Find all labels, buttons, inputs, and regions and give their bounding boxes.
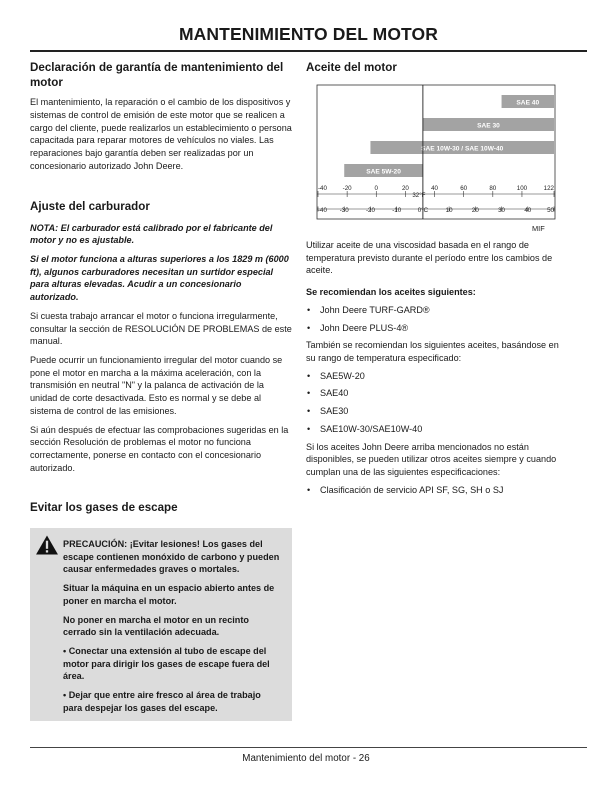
carburetor-note-1: NOTA: El carburador está calibrado por el fabricante del motor y no es ajustable. <box>30 222 273 246</box>
warning-item-4: • Dejar que entre aire fresco al área de trabajo para despejar los gases del escape. <box>63 690 261 713</box>
warning-item-3: • Conectar una extensión al tubo de escape del motor para dirigir los gases de escape fuera del área. <box>63 646 270 682</box>
chart-id-label: MIF <box>532 224 545 233</box>
celsius-tick-label: -40 <box>318 207 327 214</box>
fahrenheit-tick-label: 122 <box>543 185 554 192</box>
oil-recommended-heading: Se recomiendan los aceites siguientes: <box>306 287 476 298</box>
viscosity-bar-label: SAE 30 <box>477 122 500 130</box>
recommended-list <box>306 304 568 334</box>
left-column <box>30 60 292 516</box>
fahrenheit-tick-label: 20 <box>401 185 409 192</box>
celsius-tick-label: 10 <box>445 207 453 214</box>
celsius-tick-label: 20 <box>471 207 479 214</box>
list-item: • SAE40 <box>306 387 568 400</box>
carburetor-paragraph-3: Si aún después de efectuar las comprobaciones sugeridas en la sección Resolución de problemas el motor no funciona correctamente, ponerse en contacto con el concesionario autorizado. <box>30 424 289 473</box>
fahrenheit-tick-label: 80 <box>489 185 497 192</box>
warning-item-2: No poner en marcha el motor en un recinto cerrado sin la ventilación adecuada. <box>63 614 249 638</box>
celsius-tick-label: 40 <box>524 207 532 214</box>
list-item: • SAE30 <box>306 405 568 418</box>
oil-spec-text: Si los aceites John Deere arriba mencionados no están disponibles, se pueden utilizar otros aceites siempre y cuando cumplan una de las siguientes especificaciones: <box>306 441 557 478</box>
warning-box <box>30 528 292 721</box>
fahrenheit-tick-label: 40 <box>431 185 438 192</box>
list-item: • John Deere TURF-GARD® <box>306 304 568 317</box>
fahrenheit-tick-label: -40 <box>318 185 327 192</box>
carburetor-paragraph-1: Si cuesta trabajo arrancar el motor o funciona irregularmente, consultar la sección de RESOLUCIÓN DE PROBLEMAS de este manual. <box>30 310 292 347</box>
fahrenheit-tick-label: 60 <box>460 185 468 192</box>
oil-viscosity-chart <box>316 84 556 220</box>
carburetor-note-2: Si el motor funciona a alturas superiores a los 1829 m (6000 ft), algunos carburadores necesitan un surtidor especial para alturas elevadas. Acudir a un concesionario autorizado. <box>30 253 289 303</box>
right-column <box>306 60 556 75</box>
oil-heading: Aceite del motor <box>306 61 397 74</box>
warranty-heading: Declaración de garantía de mantenimiento del motor <box>30 61 284 90</box>
celsius-tick-label: -10 <box>392 207 402 214</box>
celsius-tick-label: 30 <box>498 207 506 214</box>
spec-list <box>306 484 568 497</box>
also-list <box>306 370 568 436</box>
list-item: • John Deere PLUS-4® <box>306 322 568 335</box>
carburetor-heading: Ajuste del carburador <box>30 200 150 214</box>
fahrenheit-tick-label: 100 <box>516 185 528 192</box>
page-footer: Mantenimiento del motor - 26 <box>242 753 370 764</box>
viscosity-bar-label: SAE 10W-30 / SAE 10W-40 <box>421 145 504 153</box>
oil-text-block <box>306 239 568 497</box>
title-rule <box>30 50 587 52</box>
warning-title: PRECAUCIÓN: ¡Evitar lesiones! Los gases del escape contienen monóxido de carbono y pueden causar enfermedades graves o mortales. <box>63 539 280 575</box>
fahrenheit-tick-label: 0 <box>374 185 378 192</box>
list-item: • SAE10W-30/SAE10W-40 <box>306 423 568 436</box>
warning-triangle-icon <box>35 535 59 555</box>
viscosity-bar-label: SAE 40 <box>516 99 540 107</box>
exhaust-heading: Evitar los gases de escape <box>30 501 178 515</box>
viscosity-bar-label: SAE 5W-20 <box>366 168 401 176</box>
celsius-tick-label: 0°C <box>417 207 429 214</box>
footer-rule <box>30 747 587 748</box>
warranty-body: El mantenimiento, la reparación o el cambio de los dispositivos y sistemas de control de emisión de este motor que se realicen a cargo del cliente, puede realizarlos un establecimiento o persona capacitada para reparar motores de vehículos no viales. Las reparaciones bajo garantía deben ser realizadas por un concesionario autorizado John Deere. <box>30 97 292 171</box>
celsius-tick-label: -20 <box>365 207 375 214</box>
fahrenheit-tick-label: -20 <box>342 185 352 192</box>
celsius-tick-label: -30 <box>339 207 349 214</box>
oil-also-text: También se recomiendan los siguientes aceites, basándose en su rango de temperatura especificado: <box>306 340 559 364</box>
page-title: MANTENIMIENTO DEL MOTOR <box>179 24 438 44</box>
carburetor-paragraph-2: Puede ocurrir un funcionamiento irregular del motor cuando se pone el motor en marcha a la máxima aceleración, con la transmisión en neutral "N" y la palanca de activación de la unidad de corte desactivada. Esto es normal y se debe al sistema de control de las emisiones. <box>30 354 283 416</box>
celsius-tick-label: 50 <box>547 207 554 214</box>
oil-intro: Utilizar aceite de una viscosidad basada en el rango de temperatura previsto durante el período entre los cambios de aceite. <box>306 240 553 276</box>
warning-item-1: Situar la máquina en un espacio abierto antes de poner en marcha el motor. <box>63 583 275 606</box>
freezing-fahrenheit-label: 32°F <box>412 192 426 199</box>
list-item: • Clasificación de servicio API SF, SG, SH o SJ <box>306 484 568 497</box>
list-item: • SAE5W-20 <box>306 370 568 383</box>
